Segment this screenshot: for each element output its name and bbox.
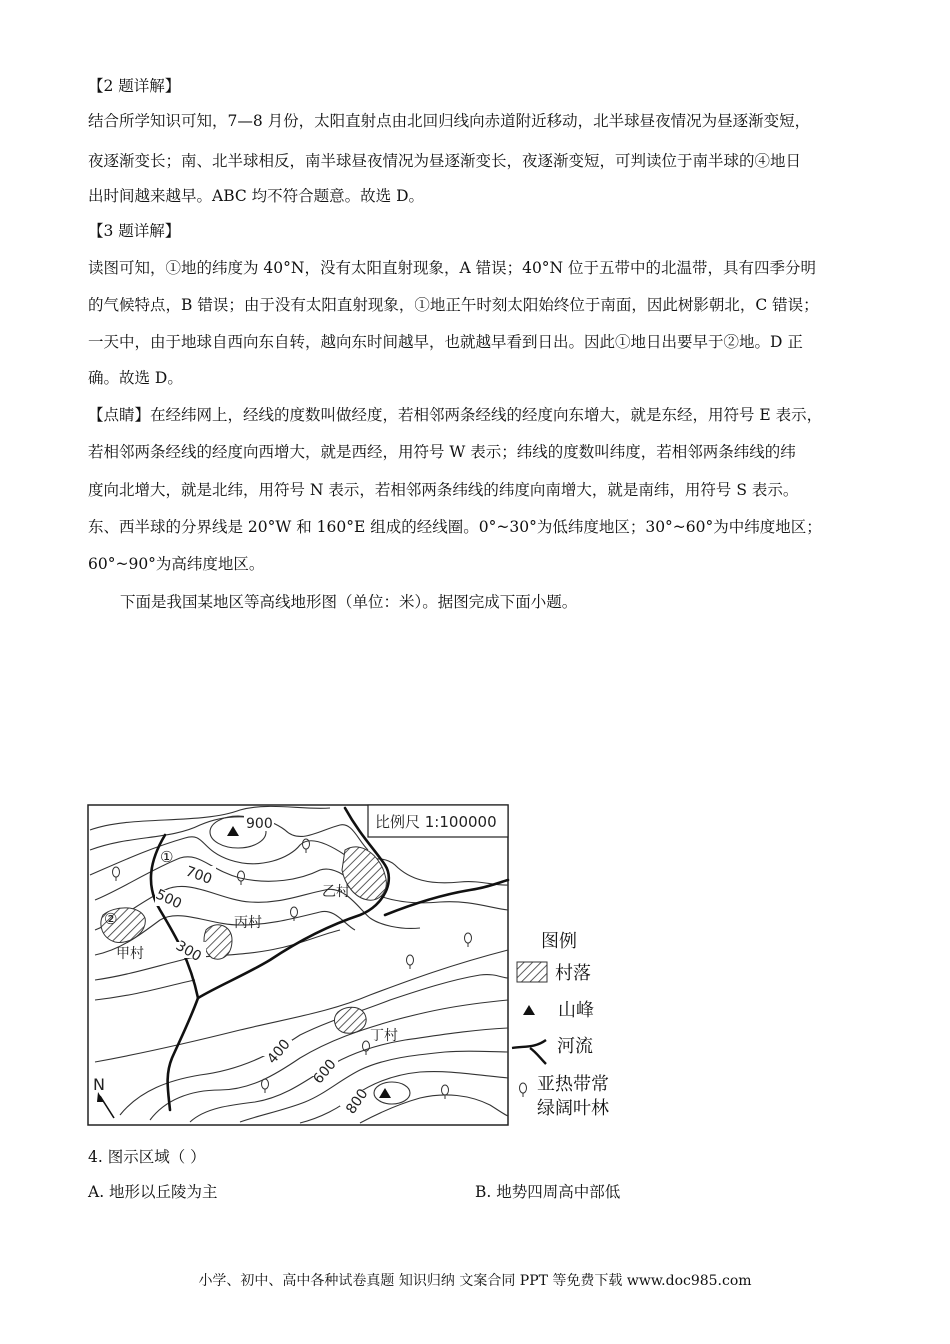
contour-label-600: 600 <box>310 1056 340 1088</box>
point-1-label: ① <box>160 848 174 866</box>
paragraph-line: 结合所学知识可知，7—8 月份，太阳直射点由北回归线向赤道附近移动，北半球昼夜情况为昼逐渐变短， <box>88 112 811 130</box>
map-intro: 下面是我国某地区等高线地形图（单位：米）。据图完成下面小题。 <box>120 593 578 611</box>
paragraph-line: 度向北增大，就是北纬，用符号 N 表示，若相邻两条纬线的纬度向南增大，就是南纬，用符号 S 表示。 <box>88 481 799 499</box>
paragraph-line: 若相邻两条经线的经度向西增大，就是西经，用符号 W 表示；纬线的度数叫纬度，若相邻两条纬线的纬 <box>88 443 796 461</box>
question-stem: 4. 图示区域（ ） <box>88 1148 206 1166</box>
paragraph-line: 夜逐渐变长；南、北半球相反，南半球昼夜情况为昼逐渐变长，夜逐渐变短，可判读位于南半球的④地日 <box>88 152 802 170</box>
paragraph-line: 的气候特点，B 错误；由于没有太阳直射现象，①地正午时刻太阳始终位于南面，因此树影朝北，C 错误； <box>88 296 819 314</box>
village-jia-label: 甲村 <box>116 946 144 962</box>
legend-village-label: 村落 <box>555 963 591 984</box>
village-bing-label: 丙村 <box>234 915 262 931</box>
tip-paragraph: 【点睛】在经纬网上，经线的度数叫做经度，若相邻两条经线的经度向东增大，就是东经，用符号 E 表示， <box>88 406 823 424</box>
tree-icon <box>520 1083 527 1097</box>
contour-label-800: 800 <box>343 1086 372 1118</box>
contour-map <box>0 790 950 1150</box>
option-b[interactable]: B. 地势四周高中部低 <box>475 1183 621 1201</box>
contour-label-700: 700 <box>183 863 215 888</box>
village-hatch-icon <box>517 962 547 982</box>
legend-forest-label-line2: 绿阔叶林 <box>537 1098 609 1119</box>
paragraph-line: 确。故选 D。 <box>88 369 183 387</box>
paragraph-line: 读图可知，①地的纬度为 40°N，没有太阳直射现象，A 错误；40°N 位于五带中的北温带，具有四季分明 <box>88 259 817 277</box>
legend-forest-label: 亚热带常 <box>537 1074 609 1095</box>
contour-label-300: 300 <box>172 937 205 966</box>
paragraph-line: 60°~90°为高纬度地区。 <box>88 555 265 573</box>
scale-label: 比例尺 1:100000 <box>375 813 497 831</box>
footer: 小学、初中、高中各种试卷真题 知识归纳 文案合同 PPT 等免费下载 www.doc985.com <box>198 1273 752 1289</box>
paragraph-line: 出时间越来越早。ABC 均不符合题意。故选 D。 <box>88 187 425 205</box>
peak-triangle-icon <box>523 1005 535 1015</box>
north-label: N <box>93 1075 105 1094</box>
village-yi-label: 乙村 <box>322 884 350 900</box>
heading-q2: 【2 题详解】 <box>88 77 181 95</box>
legend-river-label: 河流 <box>557 1036 593 1057</box>
legend-title: 图例 <box>541 931 577 952</box>
contour-label-900: 900 <box>246 816 273 832</box>
option-a[interactable]: A. 地形以丘陵为主 <box>88 1183 218 1201</box>
heading-q3: 【3 题详解】 <box>88 222 181 240</box>
river-fork-icon <box>512 1040 546 1064</box>
point-2-label: ② <box>104 910 118 928</box>
contour-label-500: 500 <box>153 886 185 913</box>
paragraph-line: 东、西半球的分界线是 20°W 和 160°E 组成的经线圈。0°~30°为低纬度地区；30°~60°为中纬度地区； <box>88 518 822 536</box>
legend-peak-label: 山峰 <box>558 1000 594 1021</box>
village-ding-label: 丁村 <box>370 1028 398 1044</box>
contour-label-400: 400 <box>264 1036 294 1068</box>
paragraph-line: 一天中，由于地球自西向东自转，越向东时间越早，也就越早看到日出。因此①地日出要早于②地。D 正 <box>88 333 803 351</box>
